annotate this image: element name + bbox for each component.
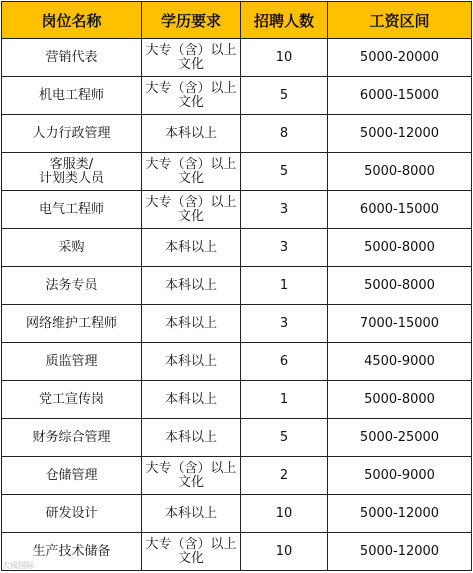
count-cell: 2 xyxy=(241,457,328,495)
education-cell: 本科以上 xyxy=(142,305,241,343)
header-education: 学历要求 xyxy=(142,2,241,39)
count-cell: 10 xyxy=(241,495,328,533)
table-row xyxy=(2,115,472,153)
count-cell: 5 xyxy=(241,419,328,457)
count-cell: 1 xyxy=(241,267,328,305)
education-cell: 本科以上 xyxy=(142,267,241,305)
header-row xyxy=(2,2,472,39)
position-cell: 财务综合管理 xyxy=(2,419,142,457)
table-row xyxy=(2,39,472,77)
salary-cell: 5000-12000 xyxy=(328,115,472,153)
count-cell: 3 xyxy=(241,305,328,343)
position-cell: 法务专员 xyxy=(2,267,142,305)
position-cell: 党工宣传岗 xyxy=(2,381,142,419)
position-cell: 营销代表 xyxy=(2,39,142,77)
education-cell: 本科以上 xyxy=(142,381,241,419)
education-cell: 大专（含）以上文化 xyxy=(142,153,241,191)
salary-cell: 5000-12000 xyxy=(328,495,472,533)
table-row xyxy=(2,533,472,571)
education-cell: 大专（含）以上文化 xyxy=(142,191,241,229)
table-row xyxy=(2,495,472,533)
table-row xyxy=(2,343,472,381)
salary-cell: 5000-12000 xyxy=(328,533,472,571)
position-cell: 质监管理 xyxy=(2,343,142,381)
salary-cell: 6000-15000 xyxy=(328,191,472,229)
salary-cell: 5000-8000 xyxy=(328,153,472,191)
salary-cell: 5000-8000 xyxy=(328,267,472,305)
education-cell: 本科以上 xyxy=(142,115,241,153)
salary-cell: 4500-9000 xyxy=(328,343,472,381)
salary-cell: 5000-8000 xyxy=(328,229,472,267)
count-cell: 5 xyxy=(241,153,328,191)
position-cell: 仓储管理 xyxy=(2,457,142,495)
table-row xyxy=(2,77,472,115)
watermark: 大成国际 xyxy=(2,561,34,570)
position-cell: 机电工程师 xyxy=(2,77,142,115)
education-cell: 本科以上 xyxy=(142,343,241,381)
salary-cell: 5000-9000 xyxy=(328,457,472,495)
table-row xyxy=(2,457,472,495)
header-salary: 工资区间 xyxy=(328,2,472,39)
position-cell: 客服类/ 计划类人员 xyxy=(2,153,142,191)
position-cell: 电气工程师 xyxy=(2,191,142,229)
header-position: 岗位名称 xyxy=(2,2,142,39)
table-row xyxy=(2,419,472,457)
salary-cell: 7000-15000 xyxy=(328,305,472,343)
education-cell: 大专（含）以上文化 xyxy=(142,457,241,495)
education-cell: 大专（含）以上文化 xyxy=(142,77,241,115)
count-cell: 10 xyxy=(241,39,328,77)
table-row xyxy=(2,305,472,343)
table-row xyxy=(2,381,472,419)
education-cell: 大专（含）以上文化 xyxy=(142,39,241,77)
count-cell: 3 xyxy=(241,191,328,229)
position-cell: 采购 xyxy=(2,229,142,267)
table-row xyxy=(2,153,472,191)
position-cell: 网络维护工程师 xyxy=(2,305,142,343)
education-cell: 本科以上 xyxy=(142,419,241,457)
recruitment-table xyxy=(1,1,472,571)
table-row xyxy=(2,229,472,267)
count-cell: 10 xyxy=(241,533,328,571)
salary-cell: 5000-20000 xyxy=(328,39,472,77)
education-cell: 本科以上 xyxy=(142,495,241,533)
count-cell: 5 xyxy=(241,77,328,115)
count-cell: 3 xyxy=(241,229,328,267)
education-cell: 本科以上 xyxy=(142,229,241,267)
position-cell: 研发设计 xyxy=(2,495,142,533)
count-cell: 1 xyxy=(241,381,328,419)
table-header xyxy=(2,2,472,39)
header-count: 招聘人数 xyxy=(241,2,328,39)
table-body xyxy=(2,39,472,571)
position-cell: 生产技术储备 xyxy=(2,533,142,571)
education-cell: 大专（含）以上文化 xyxy=(142,533,241,571)
count-cell: 8 xyxy=(241,115,328,153)
salary-cell: 6000-15000 xyxy=(328,77,472,115)
count-cell: 6 xyxy=(241,343,328,381)
table-row xyxy=(2,267,472,305)
salary-cell: 5000-25000 xyxy=(328,419,472,457)
position-cell: 人力行政管理 xyxy=(2,115,142,153)
table-row xyxy=(2,191,472,229)
salary-cell: 5000-8000 xyxy=(328,381,472,419)
